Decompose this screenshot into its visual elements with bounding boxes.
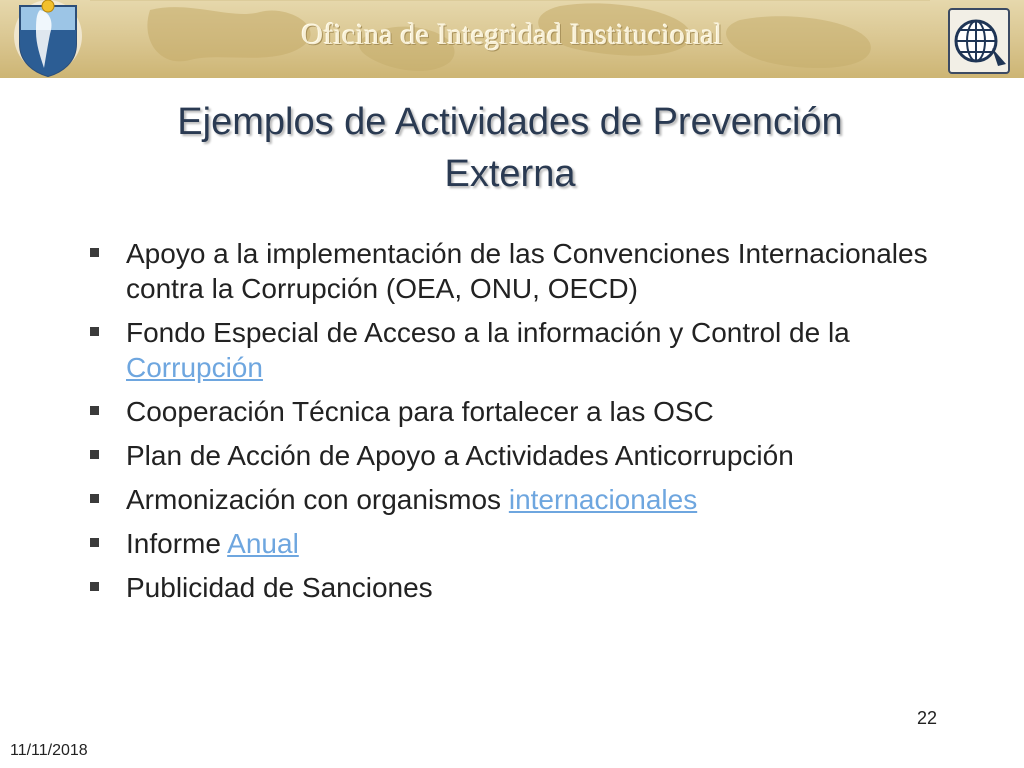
square-bullet-icon [90,450,99,459]
bullet-text: Informe [126,528,228,559]
square-bullet-icon [90,538,99,547]
slide-title [60,96,960,200]
slide-date: 11/11/2018 [10,742,88,759]
list-item [88,570,968,605]
square-bullet-icon [90,582,99,591]
list-item [88,315,968,385]
bullet-text: Fondo Especial de Acceso a la información y Control de la [126,317,850,348]
slide-title-line1: Ejemplos de Actividades de Prevención [177,101,843,143]
list-item [88,482,968,517]
bullet-text: Publicidad de Sanciones [126,572,433,603]
square-bullet-icon [90,248,99,257]
list-item [88,526,968,561]
bullet-text: Armonización con organismos [126,484,509,515]
list-item [88,236,968,306]
link-internacionales[interactable]: internacionales [508,484,698,515]
list-item [88,394,968,429]
square-bullet-icon [90,327,99,336]
bullet-list [88,236,968,614]
banner-title: Oficina de Integridad Institucional [301,18,723,51]
header-banner [0,0,1024,78]
bullet-text: Apoyo a la implementación de las Convenciones Internacionales contra la Corrupción (OEA, ONU, OECD) [126,238,928,304]
page-number: 22 [916,708,937,728]
globe-logo-icon [948,8,1010,74]
square-bullet-icon [90,494,99,503]
bullet-text: Plan de Acción de Apoyo a Actividades Anticorrupción [126,440,794,471]
link-corrupcion[interactable]: Corrupción [126,352,263,383]
slide-title-line2: Externa [444,153,576,195]
list-item [88,438,968,473]
square-bullet-icon [90,406,99,415]
link-anual[interactable]: Anual [227,528,299,559]
bullet-text: Cooperación Técnica para fortalecer a las OSC [126,396,714,427]
